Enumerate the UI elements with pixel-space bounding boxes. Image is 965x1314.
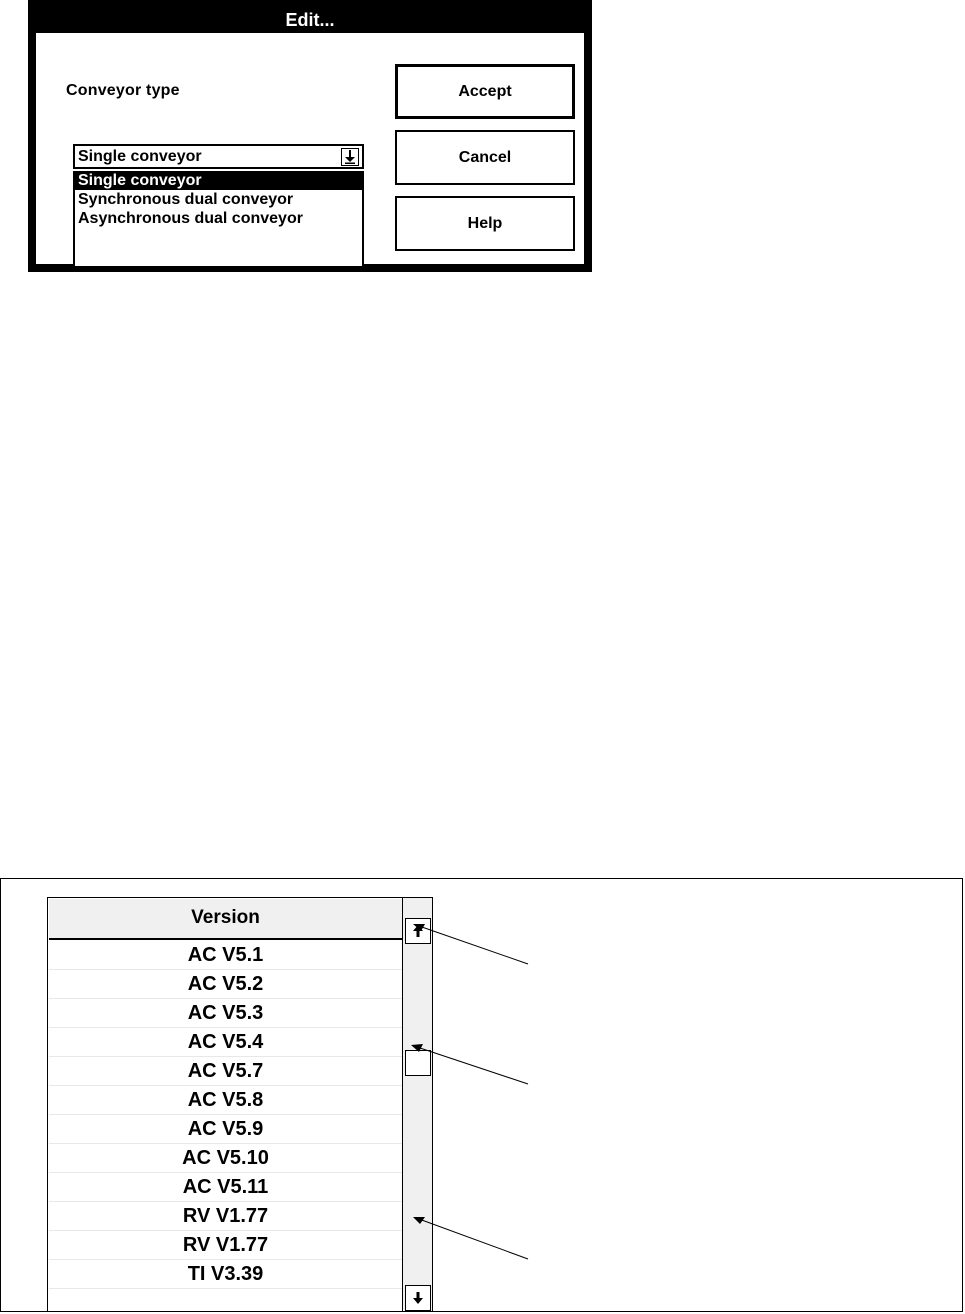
list-item[interactable]: TI V3.39	[49, 1260, 402, 1289]
cancel-button[interactable]: Cancel	[395, 130, 575, 185]
list-item[interactable]: AC V5.9	[49, 1115, 402, 1144]
list-option-asynchronous-dual-conveyor[interactable]: Asynchronous dual conveyor	[78, 210, 303, 227]
version-list-figure	[0, 878, 963, 1312]
list-item[interactable]: AC V5.4	[49, 1028, 402, 1057]
list-item[interactable]: AC V5.1	[49, 941, 402, 970]
conveyor-type-combobox[interactable]	[73, 144, 364, 169]
dialog-body	[36, 34, 584, 264]
help-button[interactable]: Help	[395, 196, 575, 251]
list-item[interactable]: AC V5.10	[49, 1144, 402, 1173]
combo-selected-value: Single conveyor	[78, 148, 202, 165]
list-item[interactable]: AC V5.2	[49, 970, 402, 999]
conveyor-type-listbox[interactable]	[73, 171, 364, 268]
list-option-single-conveyor[interactable]: Single conveyor	[75, 171, 362, 190]
conveyor-type-label: Conveyor type	[66, 82, 180, 99]
accept-button[interactable]: Accept	[395, 64, 575, 119]
list-item[interactable]: AC V5.8	[49, 1086, 402, 1115]
list-item[interactable]: AC V5.3	[49, 999, 402, 1028]
list-item[interactable]: AC V5.11	[49, 1173, 402, 1202]
dropdown-arrow-icon[interactable]	[341, 148, 359, 166]
version-column-header[interactable]: Version	[49, 899, 402, 940]
list-item[interactable]: AC V5.7	[49, 1057, 402, 1086]
list-option-synchronous-dual-conveyor[interactable]: Synchronous dual conveyor	[78, 191, 294, 208]
callout-leader-lines	[1, 879, 964, 1313]
list-item[interactable]: RV V1.77	[49, 1231, 402, 1260]
dialog-title: Edit...	[36, 6, 584, 34]
list-item[interactable]: RV V1.77	[49, 1202, 402, 1231]
edit-dialog	[28, 0, 592, 272]
